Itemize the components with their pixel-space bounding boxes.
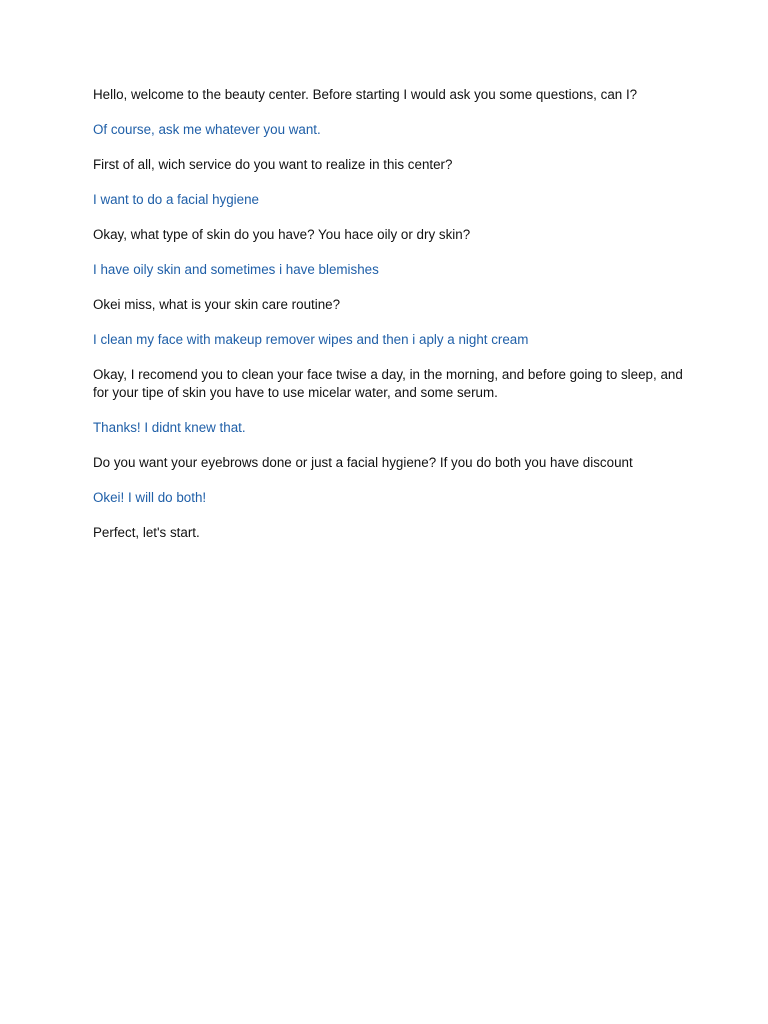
- staff-line: Okei miss, what is your skin care routine?: [93, 297, 341, 312]
- staff-line: Do you want your eyebrows done or just a facial hygiene? If you do both you have discount: [93, 455, 633, 470]
- dialogue-body: [93, 86, 683, 559]
- customer-line: Thanks! I didnt knew that.: [93, 420, 246, 435]
- staff-line: Okay, I recomend you to clean your face twise a day, in the morning, and before going to sleep, and for your tipe of skin you have to use micelar water, and some serum.: [93, 367, 683, 400]
- customer-line: I clean my face with makeup remover wipes and then i aply a night cream: [93, 332, 529, 347]
- customer-line: Okei! I will do both!: [93, 490, 207, 505]
- staff-line: Okay, what type of skin do you have? You hace oily or dry skin?: [93, 227, 471, 242]
- staff-line: First of all, wich service do you want to realize in this center?: [93, 157, 453, 172]
- staff-line: Hello, welcome to the beauty center. Before starting I would ask you some questions, can I?: [93, 87, 638, 102]
- customer-line: I have oily skin and sometimes i have blemishes: [93, 262, 379, 277]
- customer-line: Of course, ask me whatever you want.: [93, 122, 321, 137]
- staff-line: Perfect, let's start.: [93, 525, 200, 540]
- customer-line: I want to do a facial hygiene: [93, 192, 260, 207]
